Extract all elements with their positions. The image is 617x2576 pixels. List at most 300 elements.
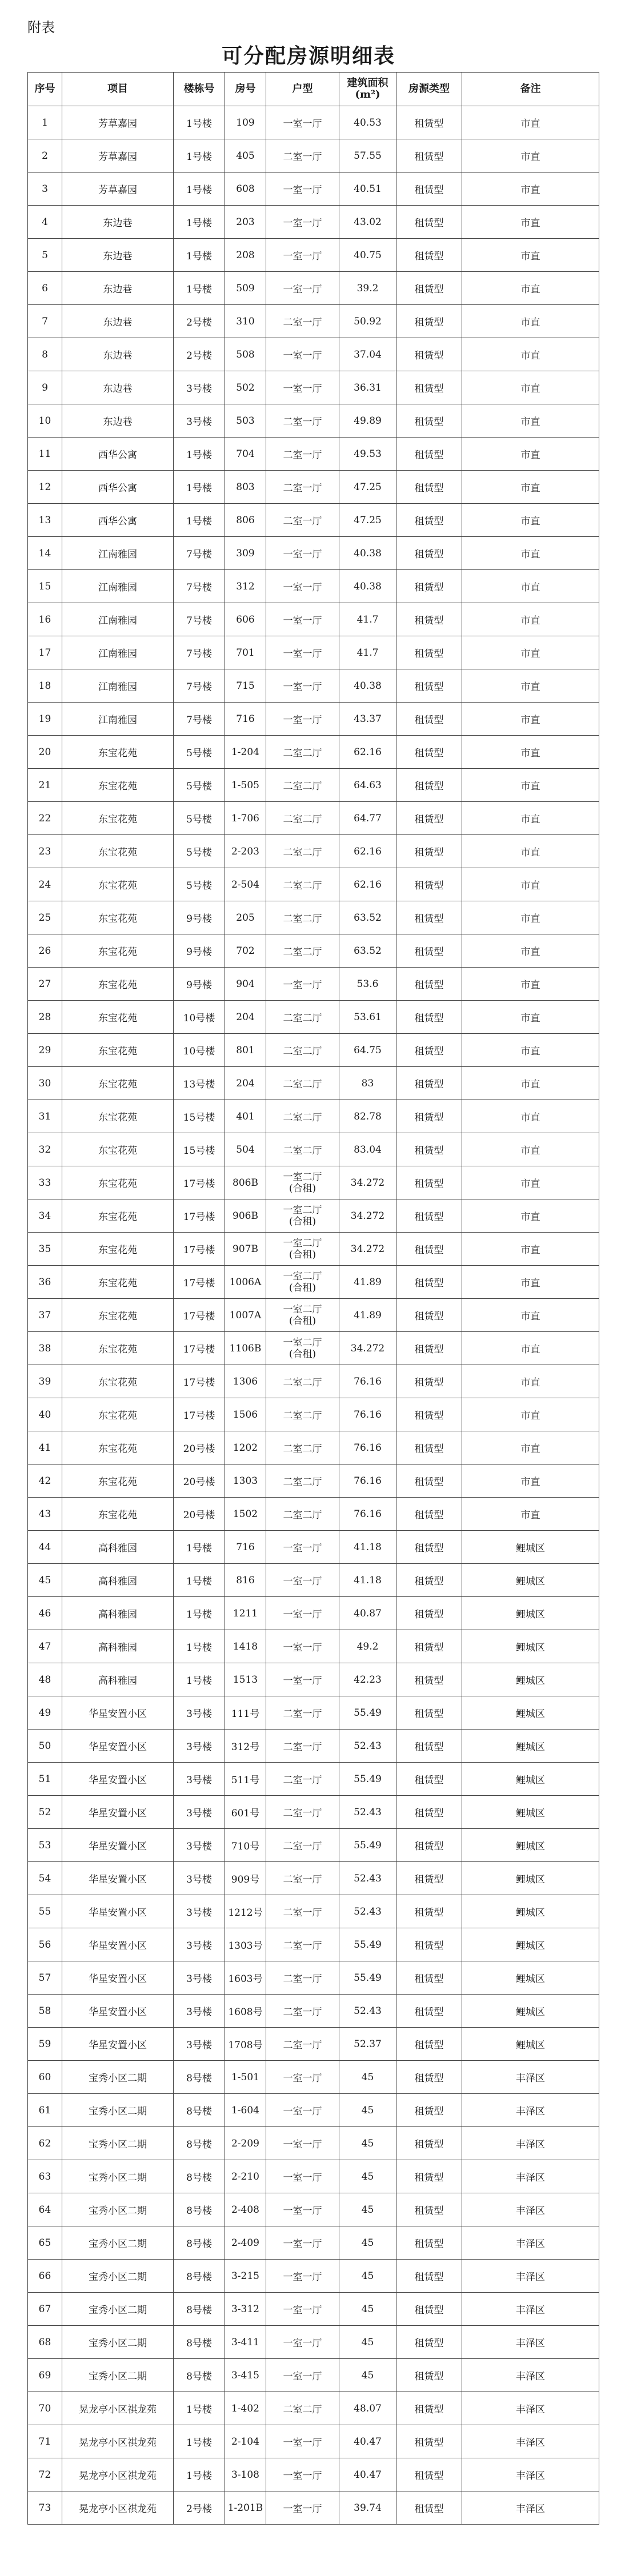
cell-remark: 市直 xyxy=(462,1233,599,1266)
cell-room: 509 xyxy=(225,272,266,305)
cell-room: 503 xyxy=(225,404,266,438)
cell-index: 1 xyxy=(28,106,62,139)
cell-type: 租赁型 xyxy=(396,2094,462,2127)
cell-remark: 鲤城区 xyxy=(462,1829,599,1862)
cell-area: 45 xyxy=(339,2226,396,2260)
cell-layout: 一室一厅 xyxy=(266,2160,339,2193)
cell-project: 华星安置小区 xyxy=(62,1995,174,2028)
cell-project: 高科雅园 xyxy=(62,1564,174,1597)
cell-index: 45 xyxy=(28,1564,62,1597)
cell-index: 24 xyxy=(28,868,62,901)
cell-type: 租赁型 xyxy=(396,1730,462,1763)
cell-remark: 市直 xyxy=(462,1001,599,1034)
cell-remark: 市直 xyxy=(462,371,599,404)
cell-area: 52.37 xyxy=(339,2028,396,2061)
cell-index: 16 xyxy=(28,603,62,636)
cell-room: 1303号 xyxy=(225,1928,266,1961)
cell-project: 高科雅园 xyxy=(62,1597,174,1630)
cell-type: 租赁型 xyxy=(396,206,462,239)
cell-area: 40.38 xyxy=(339,669,396,703)
cell-area: 55.49 xyxy=(339,1763,396,1796)
cell-room: 1-201B xyxy=(225,2491,266,2525)
cell-project: 宝秀小区二期 xyxy=(62,2359,174,2392)
cell-project: 江南雅园 xyxy=(62,537,174,570)
cell-building: 5号楼 xyxy=(174,868,225,901)
cell-project: 东宝花苑 xyxy=(62,901,174,934)
cell-remark: 市直 xyxy=(462,1299,599,1332)
cell-building: 1号楼 xyxy=(174,106,225,139)
cell-building: 1号楼 xyxy=(174,139,225,172)
cell-index: 33 xyxy=(28,1166,62,1199)
cell-project: 高科雅园 xyxy=(62,1531,174,1564)
cell-remark: 鲤城区 xyxy=(462,1597,599,1630)
cell-index: 67 xyxy=(28,2293,62,2326)
cell-layout: 一室一厅 xyxy=(266,2293,339,2326)
cell-remark: 丰泽区 xyxy=(462,2326,599,2359)
cell-layout: 二室一厅 xyxy=(266,2028,339,2061)
cell-project: 华星安置小区 xyxy=(62,1829,174,1862)
cell-room: 704 xyxy=(225,438,266,471)
cell-type: 租赁型 xyxy=(396,471,462,504)
cell-project: 东边巷 xyxy=(62,371,174,404)
table-row xyxy=(28,504,599,537)
cell-building: 8号楼 xyxy=(174,2127,225,2160)
cell-area: 50.92 xyxy=(339,305,396,338)
cell-index: 58 xyxy=(28,1995,62,2028)
cell-type: 租赁型 xyxy=(396,802,462,835)
cell-layout: 一室一厅 xyxy=(266,272,339,305)
cell-layout: 一室一厅 xyxy=(266,2359,339,2392)
col-header-remark: 备注 xyxy=(462,73,599,106)
cell-layout: 一室二厅 (合租) xyxy=(266,1166,339,1199)
cell-type: 租赁型 xyxy=(396,2392,462,2425)
cell-type: 租赁型 xyxy=(396,2061,462,2094)
cell-type: 租赁型 xyxy=(396,1995,462,2028)
cell-remark: 市直 xyxy=(462,504,599,537)
cell-type: 租赁型 xyxy=(396,1266,462,1299)
cell-type: 租赁型 xyxy=(396,1895,462,1928)
cell-remark: 市直 xyxy=(462,968,599,1001)
cell-type: 租赁型 xyxy=(396,868,462,901)
cell-remark: 市直 xyxy=(462,1266,599,1299)
cell-room: 1-604 xyxy=(225,2094,266,2127)
table-row xyxy=(28,1398,599,1431)
cell-area: 40.87 xyxy=(339,1597,396,1630)
cell-index: 49 xyxy=(28,1696,62,1730)
cell-project: 东宝花苑 xyxy=(62,1464,174,1498)
cell-layout: 一室一厅 xyxy=(266,371,339,404)
cell-building: 20号楼 xyxy=(174,1464,225,1498)
cell-layout: 一室一厅 xyxy=(266,2326,339,2359)
cell-area: 76.16 xyxy=(339,1398,396,1431)
table-row xyxy=(28,1067,599,1100)
cell-type: 租赁型 xyxy=(396,504,462,537)
cell-layout: 一室一厅 xyxy=(266,2094,339,2127)
table-row xyxy=(28,1597,599,1630)
cell-remark: 市直 xyxy=(462,1398,599,1431)
cell-building: 8号楼 xyxy=(174,2193,225,2226)
cell-building: 13号楼 xyxy=(174,1067,225,1100)
cell-index: 39 xyxy=(28,1365,62,1398)
cell-area: 47.25 xyxy=(339,504,396,537)
table-row xyxy=(28,1199,599,1233)
cell-index: 56 xyxy=(28,1928,62,1961)
table-row xyxy=(28,1630,599,1663)
cell-building: 10号楼 xyxy=(174,1001,225,1034)
cell-remark: 鲤城区 xyxy=(462,1630,599,1663)
cell-area: 41.18 xyxy=(339,1564,396,1597)
cell-building: 1号楼 xyxy=(174,1597,225,1630)
cell-index: 22 xyxy=(28,802,62,835)
cell-building: 1号楼 xyxy=(174,504,225,537)
cell-remark: 市直 xyxy=(462,1034,599,1067)
table-row xyxy=(28,1995,599,2028)
housing-table xyxy=(27,72,599,2525)
cell-room: 312 xyxy=(225,570,266,603)
col-header-index: 序号 xyxy=(28,73,62,106)
cell-area: 47.25 xyxy=(339,471,396,504)
cell-layout: 二室一厅 xyxy=(266,1928,339,1961)
cell-remark: 鲤城区 xyxy=(462,1862,599,1895)
cell-building: 9号楼 xyxy=(174,901,225,934)
cell-room: 1506 xyxy=(225,1398,266,1431)
cell-room: 716 xyxy=(225,1531,266,1564)
cell-remark: 市直 xyxy=(462,471,599,504)
cell-project: 东宝花苑 xyxy=(62,1034,174,1067)
cell-project: 东宝花苑 xyxy=(62,1431,174,1464)
cell-index: 23 xyxy=(28,835,62,868)
cell-building: 7号楼 xyxy=(174,636,225,669)
cell-area: 52.43 xyxy=(339,1862,396,1895)
cell-type: 租赁型 xyxy=(396,172,462,206)
cell-project: 东宝花苑 xyxy=(62,1067,174,1100)
table-row xyxy=(28,2028,599,2061)
cell-project: 东边巷 xyxy=(62,404,174,438)
cell-building: 9号楼 xyxy=(174,934,225,968)
table-row xyxy=(28,1928,599,1961)
cell-index: 28 xyxy=(28,1001,62,1034)
cell-index: 66 xyxy=(28,2260,62,2293)
cell-type: 租赁型 xyxy=(396,1199,462,1233)
cell-remark: 丰泽区 xyxy=(462,2425,599,2458)
cell-type: 租赁型 xyxy=(396,1498,462,1531)
cell-type: 租赁型 xyxy=(396,438,462,471)
cell-layout: 一室一厅 xyxy=(266,172,339,206)
cell-room: 3-108 xyxy=(225,2458,266,2491)
cell-index: 25 xyxy=(28,901,62,934)
cell-area: 41.7 xyxy=(339,603,396,636)
cell-project: 芳草嘉园 xyxy=(62,106,174,139)
cell-room: 909号 xyxy=(225,1862,266,1895)
cell-building: 17号楼 xyxy=(174,1166,225,1199)
cell-room: 801 xyxy=(225,1034,266,1067)
table-row xyxy=(28,1763,599,1796)
cell-remark: 鲤城区 xyxy=(462,1531,599,1564)
cell-building: 8号楼 xyxy=(174,2359,225,2392)
cell-project: 宝秀小区二期 xyxy=(62,2260,174,2293)
cell-remark: 市直 xyxy=(462,239,599,272)
cell-project: 江南雅园 xyxy=(62,669,174,703)
cell-index: 42 xyxy=(28,1464,62,1498)
cell-index: 18 xyxy=(28,669,62,703)
cell-area: 52.43 xyxy=(339,1730,396,1763)
cell-area: 55.49 xyxy=(339,1928,396,1961)
table-row xyxy=(28,570,599,603)
cell-type: 租赁型 xyxy=(396,2293,462,2326)
cell-index: 11 xyxy=(28,438,62,471)
cell-index: 13 xyxy=(28,504,62,537)
cell-index: 50 xyxy=(28,1730,62,1763)
cell-remark: 鲤城区 xyxy=(462,1663,599,1696)
cell-building: 8号楼 xyxy=(174,2061,225,2094)
cell-area: 36.31 xyxy=(339,371,396,404)
cell-remark: 市直 xyxy=(462,537,599,570)
cell-index: 61 xyxy=(28,2094,62,2127)
cell-building: 1号楼 xyxy=(174,1630,225,1663)
cell-index: 2 xyxy=(28,139,62,172)
cell-room: 208 xyxy=(225,239,266,272)
cell-layout: 二室二厅 xyxy=(266,736,339,769)
cell-type: 租赁型 xyxy=(396,1299,462,1332)
table-row xyxy=(28,1100,599,1133)
col-header-type: 房源类型 xyxy=(396,73,462,106)
table-row xyxy=(28,1796,599,1829)
cell-room: 806 xyxy=(225,504,266,537)
cell-remark: 市直 xyxy=(462,1431,599,1464)
table-row xyxy=(28,835,599,868)
table-row xyxy=(28,305,599,338)
cell-index: 62 xyxy=(28,2127,62,2160)
cell-project: 东边巷 xyxy=(62,206,174,239)
cell-room: 2-209 xyxy=(225,2127,266,2160)
cell-index: 60 xyxy=(28,2061,62,2094)
cell-type: 租赁型 xyxy=(396,2260,462,2293)
cell-type: 租赁型 xyxy=(396,1630,462,1663)
cell-type: 租赁型 xyxy=(396,1663,462,1696)
cell-area: 76.16 xyxy=(339,1464,396,1498)
cell-index: 41 xyxy=(28,1431,62,1464)
table-row xyxy=(28,106,599,139)
table-row xyxy=(28,769,599,802)
cell-remark: 市直 xyxy=(462,570,599,603)
cell-layout: 二室二厅 xyxy=(266,1001,339,1034)
cell-building: 17号楼 xyxy=(174,1266,225,1299)
cell-remark: 市直 xyxy=(462,802,599,835)
cell-area: 53.6 xyxy=(339,968,396,1001)
cell-index: 5 xyxy=(28,239,62,272)
cell-project: 东宝花苑 xyxy=(62,835,174,868)
cell-building: 3号楼 xyxy=(174,1763,225,1796)
cell-remark: 丰泽区 xyxy=(462,2260,599,2293)
cell-room: 2-210 xyxy=(225,2160,266,2193)
cell-type: 租赁型 xyxy=(396,736,462,769)
cell-room: 803 xyxy=(225,471,266,504)
cell-type: 租赁型 xyxy=(396,1763,462,1796)
table-row xyxy=(28,239,599,272)
cell-room: 1211 xyxy=(225,1597,266,1630)
cell-type: 租赁型 xyxy=(396,703,462,736)
cell-room: 109 xyxy=(225,106,266,139)
cell-remark: 市直 xyxy=(462,1166,599,1199)
cell-building: 20号楼 xyxy=(174,1498,225,1531)
cell-area: 76.16 xyxy=(339,1431,396,1464)
cell-remark: 市直 xyxy=(462,1464,599,1498)
table-row xyxy=(28,438,599,471)
cell-building: 2号楼 xyxy=(174,2491,225,2525)
cell-building: 17号楼 xyxy=(174,1398,225,1431)
table-row xyxy=(28,1829,599,1862)
area-header-unit: (m²) xyxy=(355,89,380,101)
cell-building: 17号楼 xyxy=(174,1332,225,1365)
cell-building: 5号楼 xyxy=(174,769,225,802)
cell-index: 14 xyxy=(28,537,62,570)
table-row xyxy=(28,1001,599,1034)
cell-layout: 一室一厅 xyxy=(266,703,339,736)
cell-type: 租赁型 xyxy=(396,2359,462,2392)
cell-room: 310 xyxy=(225,305,266,338)
table-row xyxy=(28,2491,599,2525)
table-row xyxy=(28,934,599,968)
cell-room: 1303 xyxy=(225,1464,266,1498)
cell-project: 高科雅园 xyxy=(62,1663,174,1696)
cell-project: 芳草嘉园 xyxy=(62,139,174,172)
cell-room: 2-504 xyxy=(225,868,266,901)
cell-remark: 市直 xyxy=(462,1133,599,1166)
cell-room: 904 xyxy=(225,968,266,1001)
cell-layout: 二室一厅 xyxy=(266,305,339,338)
cell-index: 55 xyxy=(28,1895,62,1928)
cell-area: 83 xyxy=(339,1067,396,1100)
cell-area: 62.16 xyxy=(339,736,396,769)
cell-room: 601号 xyxy=(225,1796,266,1829)
cell-room: 405 xyxy=(225,139,266,172)
cell-building: 3号楼 xyxy=(174,1928,225,1961)
col-header-area xyxy=(339,73,396,106)
cell-index: 7 xyxy=(28,305,62,338)
cell-remark: 市直 xyxy=(462,1067,599,1100)
cell-room: 502 xyxy=(225,371,266,404)
cell-room: 2-408 xyxy=(225,2193,266,2226)
cell-layout: 二室二厅 xyxy=(266,769,339,802)
cell-layout: 一室二厅 (合租) xyxy=(266,1332,339,1365)
cell-type: 租赁型 xyxy=(396,2326,462,2359)
table-row xyxy=(28,1365,599,1398)
cell-index: 30 xyxy=(28,1067,62,1100)
cell-building: 5号楼 xyxy=(174,736,225,769)
cell-room: 204 xyxy=(225,1001,266,1034)
cell-layout: 一室二厅 (合租) xyxy=(266,1266,339,1299)
cell-type: 租赁型 xyxy=(396,2491,462,2525)
cell-layout: 二室一厅 xyxy=(266,438,339,471)
cell-index: 69 xyxy=(28,2359,62,2392)
cell-type: 租赁型 xyxy=(396,1034,462,1067)
cell-remark: 市直 xyxy=(462,206,599,239)
cell-type: 租赁型 xyxy=(396,1431,462,1464)
cell-area: 53.61 xyxy=(339,1001,396,1034)
cell-layout: 二室二厅 xyxy=(266,1100,339,1133)
cell-remark: 市直 xyxy=(462,404,599,438)
cell-area: 63.52 xyxy=(339,901,396,934)
cell-project: 东宝花苑 xyxy=(62,1199,174,1233)
cell-remark: 鲤城区 xyxy=(462,1895,599,1928)
cell-layout: 二室二厅 xyxy=(266,1431,339,1464)
cell-area: 34.272 xyxy=(339,1233,396,1266)
table-row xyxy=(28,2127,599,2160)
cell-project: 东边巷 xyxy=(62,305,174,338)
cell-remark: 市直 xyxy=(462,1498,599,1531)
cell-room: 716 xyxy=(225,703,266,736)
table-row xyxy=(28,1133,599,1166)
cell-project: 宝秀小区二期 xyxy=(62,2094,174,2127)
cell-layout: 二室二厅 xyxy=(266,1034,339,1067)
cell-room: 1-501 xyxy=(225,2061,266,2094)
cell-layout: 一室一厅 xyxy=(266,2425,339,2458)
cell-room: 1418 xyxy=(225,1630,266,1663)
cell-area: 43.37 xyxy=(339,703,396,736)
table-row xyxy=(28,1498,599,1531)
table-row xyxy=(28,2160,599,2193)
cell-type: 租赁型 xyxy=(396,2425,462,2458)
cell-type: 租赁型 xyxy=(396,1531,462,1564)
cell-area: 40.47 xyxy=(339,2425,396,2458)
cell-type: 租赁型 xyxy=(396,2160,462,2193)
table-row xyxy=(28,172,599,206)
cell-remark: 市直 xyxy=(462,1100,599,1133)
cell-area: 45 xyxy=(339,2061,396,2094)
cell-type: 租赁型 xyxy=(396,106,462,139)
cell-area: 34.272 xyxy=(339,1166,396,1199)
cell-layout: 二室二厅 xyxy=(266,1464,339,1498)
cell-area: 34.272 xyxy=(339,1332,396,1365)
cell-room: 508 xyxy=(225,338,266,371)
table-row xyxy=(28,2359,599,2392)
cell-remark: 市直 xyxy=(462,106,599,139)
cell-building: 1号楼 xyxy=(174,2458,225,2491)
cell-room: 1-706 xyxy=(225,802,266,835)
cell-area: 64.63 xyxy=(339,769,396,802)
cell-layout: 二室二厅 xyxy=(266,1133,339,1166)
cell-type: 租赁型 xyxy=(396,1696,462,1730)
cell-type: 租赁型 xyxy=(396,1133,462,1166)
cell-index: 15 xyxy=(28,570,62,603)
cell-type: 租赁型 xyxy=(396,1365,462,1398)
cell-index: 29 xyxy=(28,1034,62,1067)
cell-type: 租赁型 xyxy=(396,2127,462,2160)
cell-layout: 一室一厅 xyxy=(266,1531,339,1564)
cell-index: 59 xyxy=(28,2028,62,2061)
cell-index: 38 xyxy=(28,1332,62,1365)
cell-room: 2-104 xyxy=(225,2425,266,2458)
cell-type: 租赁型 xyxy=(396,1166,462,1199)
table-row xyxy=(28,1166,599,1199)
cell-project: 东宝花苑 xyxy=(62,1365,174,1398)
cell-remark: 鲤城区 xyxy=(462,1995,599,2028)
cell-project: 宝秀小区二期 xyxy=(62,2127,174,2160)
cell-project: 华星安置小区 xyxy=(62,1895,174,1928)
cell-index: 52 xyxy=(28,1796,62,1829)
cell-type: 租赁型 xyxy=(396,1796,462,1829)
cell-index: 37 xyxy=(28,1299,62,1332)
cell-project: 东宝花苑 xyxy=(62,1001,174,1034)
cell-room: 111号 xyxy=(225,1696,266,1730)
cell-remark: 丰泽区 xyxy=(462,2193,599,2226)
cell-area: 39.74 xyxy=(339,2491,396,2525)
cell-room: 401 xyxy=(225,1100,266,1133)
cell-project: 江南雅园 xyxy=(62,603,174,636)
table-row xyxy=(28,968,599,1001)
table-row xyxy=(28,603,599,636)
table-row xyxy=(28,2293,599,2326)
